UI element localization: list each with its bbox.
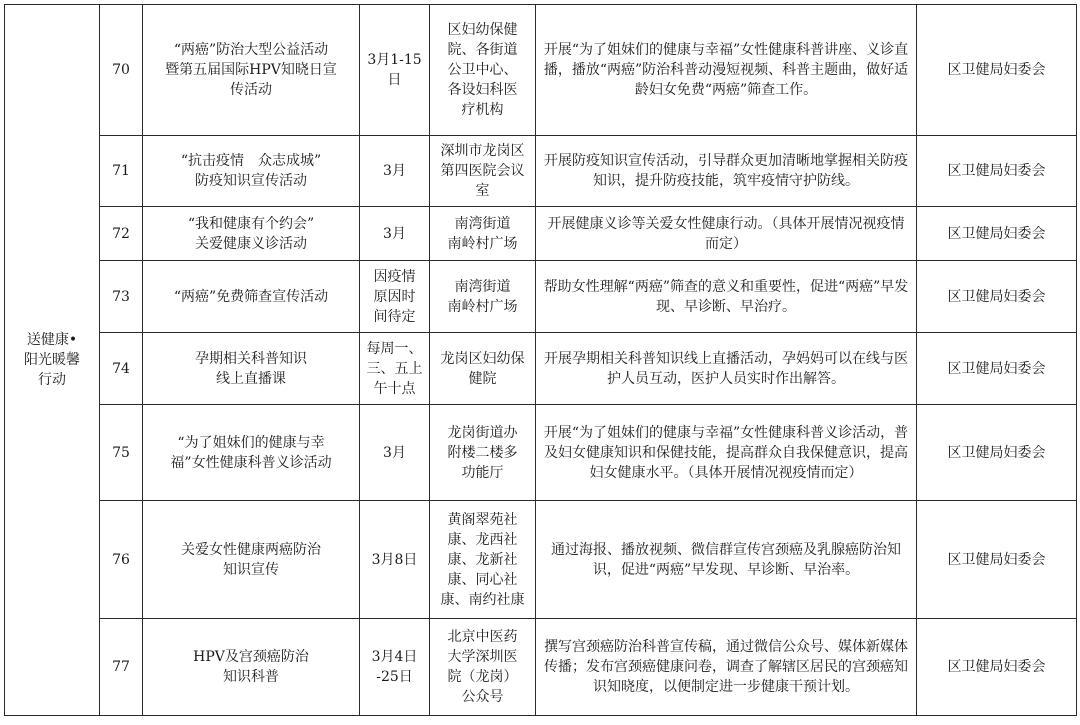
organizer: 区卫健局妇委会 <box>917 405 1077 501</box>
activity-name: 关爱女性健康两癌防治 知识宣传 <box>143 501 360 619</box>
activity-place: 北京中医药 大学深圳医 院（龙岗） 公众号 <box>430 619 536 716</box>
activity-name: “为了姐妹们的健康与幸 福”女性健康科普义诊活动 <box>143 405 360 501</box>
activity-place: 龙岗街道办 附楼二楼多 功能厅 <box>430 405 536 501</box>
activity-place: 黄阁翠苑社 康、龙西社 康、龙新社 康、同心社 康、南约社康 <box>430 501 536 619</box>
activity-time: 因疫情 原因时 间待定 <box>360 261 430 333</box>
table-row <box>5 136 1077 207</box>
activity-content: 撰写宫颈癌防治科普宣传稿，通过微信公众号、媒体新媒体传播；发布宫颈癌健康问卷，调查了解辖区居民的宫颈癌知识知晓度，以便制定进一步健康干预计划。 <box>536 619 917 716</box>
row-number: 73 <box>100 261 143 333</box>
activity-time: 3月8日 <box>360 501 430 619</box>
organizer: 区卫健局妇委会 <box>917 136 1077 207</box>
activity-time: 每周一、 三、五上 午十点 <box>360 333 430 405</box>
activity-content: 帮助女性理解“两癌”筛查的意义和重要性，促进“两癌”早发现、早诊断、早治疗。 <box>536 261 917 333</box>
organizer: 区卫健局妇委会 <box>917 5 1077 136</box>
table-row <box>5 333 1077 405</box>
activity-name: 孕期相关科普知识 线上直播课 <box>143 333 360 405</box>
row-number: 74 <box>100 333 143 405</box>
table-row <box>5 5 1077 136</box>
organizer: 区卫健局妇委会 <box>917 261 1077 333</box>
organizer: 区卫健局妇委会 <box>917 619 1077 716</box>
activity-name: “两癌”防治大型公益活动 暨第五届国际HPV知晓日宣 传活动 <box>143 5 360 136</box>
activity-content: 开展“为了姐妹们的健康与幸福”女性健康科普义诊活动，普及妇女健康知识和保健技能，提高群众自我保健意识，提高妇女健康水平。（具体开展情况视疫情而定） <box>536 405 917 501</box>
activity-place: 南湾街道 南岭村广场 <box>430 207 536 261</box>
activity-content: 开展“为了姐妹们的健康与幸福”女性健康科普讲座、义诊直播，播放“两癌”防治科普动漫短视频、科普主题曲，做好适龄妇女免费“两癌”筛查工作。 <box>536 5 917 136</box>
activity-time: 3月4日 -25日 <box>360 619 430 716</box>
activity-name: “两癌”免费筛查宣传活动 <box>143 261 360 333</box>
row-number: 75 <box>100 405 143 501</box>
activity-schedule-table <box>4 4 1077 716</box>
category-cell: 送健康• 阳光暖馨 行动 <box>5 5 100 716</box>
table-row <box>5 207 1077 261</box>
activity-time: 3月1-15 日 <box>360 5 430 136</box>
activity-name: HPV及宫颈癌防治 知识科普 <box>143 619 360 716</box>
activity-name: “抗击疫情 众志成城” 防疫知识宣传活动 <box>143 136 360 207</box>
activity-content: 通过海报、播放视频、微信群宣传宫颈癌及乳腺癌防治知识，促进“两癌”早发现、早诊断、早治率。 <box>536 501 917 619</box>
row-number: 70 <box>100 5 143 136</box>
activity-place: 深圳市龙岗区 第四医院会议 室 <box>430 136 536 207</box>
activity-content: 开展孕期相关科普知识线上直播活动，孕妈妈可以在线与医护人员互动，医护人员实时作出解答。 <box>536 333 917 405</box>
activity-time: 3月 <box>360 207 430 261</box>
table-row <box>5 619 1077 716</box>
organizer: 区卫健局妇委会 <box>917 333 1077 405</box>
organizer: 区卫健局妇委会 <box>917 207 1077 261</box>
organizer: 区卫健局妇委会 <box>917 501 1077 619</box>
activity-content: 开展防疫知识宣传活动，引导群众更加清晰地掌握相关防疫知识，提升防疫技能，筑牢疫情守护防线。 <box>536 136 917 207</box>
activity-place: 龙岗区妇幼保 健院 <box>430 333 536 405</box>
table-row <box>5 261 1077 333</box>
row-number: 71 <box>100 136 143 207</box>
activity-name: “我和健康有个约会” 关爱健康义诊活动 <box>143 207 360 261</box>
activity-place: 区妇幼保健 院、各街道 公卫中心、 各设妇科医 疗机构 <box>430 5 536 136</box>
activity-time: 3月 <box>360 136 430 207</box>
row-number: 76 <box>100 501 143 619</box>
activity-content: 开展健康义诊等关爱女性健康行动。（具体开展情况视疫情而定） <box>536 207 917 261</box>
row-number: 72 <box>100 207 143 261</box>
table-row <box>5 405 1077 501</box>
activity-place: 南湾街道 南岭村广场 <box>430 261 536 333</box>
table-row <box>5 501 1077 619</box>
row-number: 77 <box>100 619 143 716</box>
activity-time: 3月 <box>360 405 430 501</box>
